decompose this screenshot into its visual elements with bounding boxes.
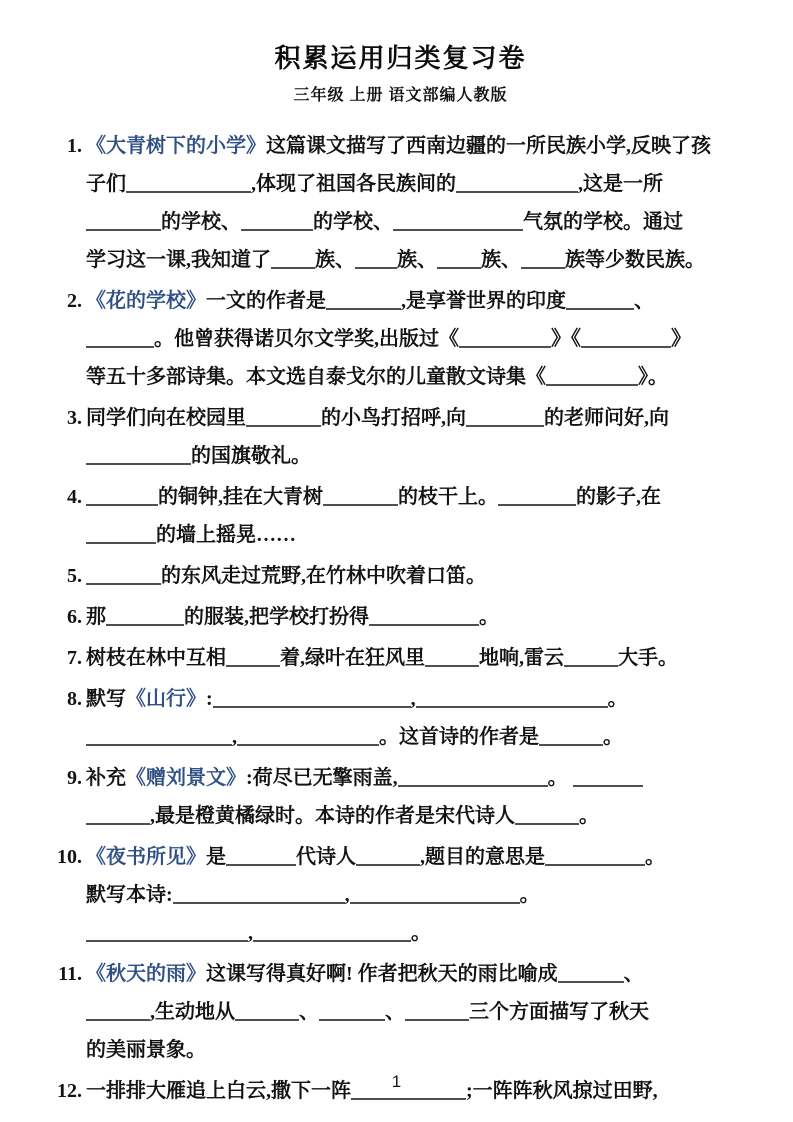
book-title: 《山行》 — [126, 688, 206, 710]
question-text: 子们 — [86, 173, 126, 195]
fill-blank — [350, 897, 520, 904]
question-text: 补充 — [86, 767, 126, 789]
question — [56, 955, 745, 1069]
question-text: 的服装,把学校打扮得 — [184, 606, 369, 628]
book-title: 《夜书所见》 — [86, 846, 206, 868]
fill-blank — [323, 499, 398, 506]
question-text: 》 — [671, 328, 691, 350]
fill-blank — [369, 619, 479, 626]
question-text: 。 — [519, 884, 540, 906]
question-number: 8. — [67, 688, 82, 710]
fill-blank — [213, 701, 411, 708]
question-number: 9. — [67, 767, 82, 789]
question-text: 的国旗敬礼。 — [191, 445, 311, 467]
question-text: 族、 — [397, 249, 437, 271]
question — [56, 478, 745, 554]
fill-blank — [106, 619, 184, 626]
question-text: 族、 — [315, 249, 355, 271]
question-text: ,这是一所 — [578, 173, 663, 195]
question-number: 5. — [67, 565, 82, 587]
fill-blank — [425, 660, 479, 667]
fill-blank — [86, 935, 248, 942]
fill-blank — [86, 578, 161, 585]
fill-blank — [86, 1014, 150, 1021]
book-title: 《花的学校》 — [86, 290, 206, 312]
question-text: 。 — [411, 922, 431, 944]
question-text: 同学们向在校园里 — [86, 407, 246, 429]
question — [56, 680, 745, 756]
fill-blank — [86, 739, 232, 746]
question-line — [86, 358, 745, 396]
fill-blank — [564, 660, 618, 667]
question-text: ,生动地从 — [150, 1001, 235, 1023]
question-text: 》《 — [551, 328, 581, 350]
question-text: 族、 — [481, 249, 521, 271]
question-line — [86, 759, 745, 797]
question-line — [86, 241, 745, 279]
question-line — [86, 127, 745, 165]
fill-blank — [351, 1093, 466, 1100]
fill-blank — [253, 935, 411, 942]
question-text: 那 — [86, 606, 106, 628]
question-line — [86, 320, 745, 358]
fill-blank — [416, 701, 608, 708]
question — [56, 282, 745, 396]
question-number: 2. — [67, 290, 82, 312]
question-text: 族等少数民族。 — [565, 249, 705, 271]
question-line — [86, 516, 745, 554]
question-text: 默写本诗: — [86, 884, 173, 906]
question — [56, 598, 745, 636]
fill-blank — [235, 1014, 299, 1021]
question — [56, 127, 745, 279]
question-text: 的学校、 — [313, 211, 393, 233]
fill-blank — [456, 186, 578, 193]
fill-blank — [356, 859, 420, 866]
footer — [0, 1072, 793, 1092]
fill-blank — [398, 780, 548, 787]
fill-blank — [319, 1014, 385, 1021]
question-line — [86, 1031, 745, 1069]
question-text: 。 — [645, 846, 665, 868]
fill-blank — [86, 818, 150, 825]
question-text: 的老师问好,向 — [544, 407, 669, 429]
question-number: 6. — [67, 606, 82, 628]
question-text: 学习这一课,我知道了 — [86, 249, 271, 271]
question-text: 代诗人 — [296, 846, 356, 868]
question-text: ;一阵阵秋风掠过田野, — [466, 1080, 658, 1102]
fill-blank — [173, 897, 345, 904]
question-line — [86, 680, 745, 718]
question-line — [86, 437, 745, 475]
question-line — [86, 993, 745, 1031]
question — [56, 759, 745, 835]
question-text: , — [248, 922, 253, 944]
question-text: ,体现了祖国各民族间的 — [251, 173, 456, 195]
question-text: 地响,雷云 — [479, 647, 564, 669]
question-text: 、 — [623, 963, 644, 985]
fill-blank — [126, 186, 251, 193]
question-number: 12. — [57, 1080, 82, 1102]
question-line — [86, 718, 745, 756]
question-text: 默写 — [86, 688, 126, 710]
fill-blank — [393, 224, 523, 231]
question-text: 的小鸟打招呼,向 — [321, 407, 466, 429]
question-text: 的东风走过荒野,在竹林中吹着口笛。 — [161, 565, 486, 587]
question-text: 。他曾获得诺贝尔文学奖,出版过《 — [154, 328, 459, 350]
question-number: 3. — [67, 407, 82, 429]
fill-blank — [459, 341, 551, 348]
question-line — [86, 914, 745, 952]
question-line — [86, 838, 745, 876]
question-text: 、 — [385, 1001, 405, 1023]
question-text: 。 — [479, 606, 499, 628]
page-number: 1 — [391, 1072, 402, 1091]
question-text: 。 — [547, 767, 573, 789]
question-text: 。 — [579, 805, 599, 827]
question-text: 。 — [607, 688, 628, 710]
fill-blank — [326, 303, 401, 310]
question-text: ,题目的意思是 — [420, 846, 545, 868]
book-title: 《大青树下的小学》 — [86, 135, 266, 157]
question-text: 这课写得真好啊! 作者把秋天的雨比喻成 — [206, 963, 558, 985]
header — [56, 38, 745, 105]
fill-blank — [545, 859, 645, 866]
question — [56, 557, 745, 595]
fill-blank — [86, 499, 158, 506]
question-text: : — [206, 688, 213, 710]
question-text: 、 — [634, 290, 654, 312]
question-line — [86, 797, 745, 835]
fill-blank — [86, 458, 191, 465]
question-text: ,是享誉世界的印度 — [401, 290, 566, 312]
book-title: 《秋天的雨》 — [86, 963, 206, 985]
fill-blank — [86, 537, 156, 544]
question-line — [86, 399, 745, 437]
question-line — [86, 478, 745, 516]
fill-blank — [558, 976, 624, 983]
question-number: 4. — [67, 486, 82, 508]
fill-blank — [355, 262, 397, 269]
fill-blank — [566, 303, 634, 310]
question-text: , — [344, 884, 350, 906]
fill-blank — [237, 739, 379, 746]
question-text: 等五十多部诗集。本文选自泰戈尔的儿童散文诗集《 — [86, 366, 546, 388]
question-line — [86, 165, 745, 203]
fill-blank — [86, 341, 154, 348]
question-text: 》。 — [638, 366, 668, 388]
question-text: 一文的作者是 — [206, 290, 326, 312]
question-number: 10. — [57, 846, 82, 868]
question-text: 的墙上摇晃…… — [156, 524, 296, 546]
page-title: 积累运用归类复习卷 — [274, 44, 527, 73]
questions — [56, 127, 745, 1110]
question-line — [86, 598, 745, 636]
question-line — [86, 639, 745, 677]
page-subtitle: 三年级 上册 语文部编人教版 — [293, 87, 508, 104]
question-line — [86, 557, 745, 595]
question-text: 。 — [603, 726, 623, 748]
fill-blank — [581, 341, 671, 348]
question-text: :荷尽已无擎雨盖, — [246, 767, 398, 789]
fill-blank — [466, 420, 544, 427]
question-text: 的影子,在 — [576, 486, 661, 508]
question-number: 11. — [58, 963, 82, 985]
fill-blank — [86, 224, 161, 231]
question-text: 的铜钟,挂在大青树 — [158, 486, 323, 508]
question-text: 的学校、 — [161, 211, 241, 233]
fill-blank — [246, 420, 321, 427]
fill-blank — [241, 224, 313, 231]
question — [56, 838, 745, 952]
fill-blank — [515, 818, 579, 825]
question-line — [86, 282, 745, 320]
book-title: 《赠刘景文》 — [126, 767, 246, 789]
question-line — [86, 203, 745, 241]
question-line — [86, 955, 745, 993]
fill-blank — [226, 660, 280, 667]
question-line — [86, 876, 745, 914]
fill-blank — [226, 859, 296, 866]
question-text: 气氛的学校。通过 — [523, 211, 683, 233]
question-text: 的枝干上。 — [398, 486, 498, 508]
fill-blank — [573, 780, 643, 787]
fill-blank — [539, 739, 603, 746]
question-text: 着,绿叶在狂风里 — [280, 647, 425, 669]
question-number: 7. — [67, 647, 82, 669]
question-text: , — [410, 688, 416, 710]
fill-blank — [498, 499, 576, 506]
question-text: 是 — [206, 846, 226, 868]
question-text: 这篇课文描写了西南边疆的一所民族小学,反映了孩 — [266, 135, 711, 157]
fill-blank — [405, 1014, 469, 1021]
fill-blank — [271, 262, 315, 269]
question-text: 。这首诗的作者是 — [379, 726, 539, 748]
fill-blank — [437, 262, 481, 269]
question — [56, 639, 745, 677]
question-text: ,最是橙黄橘绿时。本诗的作者是宋代诗人 — [150, 805, 515, 827]
question-text: 三个方面描写了秋天 — [469, 1001, 649, 1023]
question-text: 树枝在林中互相 — [86, 647, 226, 669]
question-text: 大手。 — [618, 647, 678, 669]
fill-blank — [546, 379, 638, 386]
fill-blank — [521, 262, 565, 269]
question-number: 1. — [67, 135, 82, 157]
question — [56, 399, 745, 475]
question-text: 的美丽景象。 — [86, 1039, 206, 1061]
question-text: 、 — [299, 1001, 319, 1023]
question-text: 一排排大雁追上白云,撒下一阵 — [86, 1080, 351, 1102]
question-text: , — [232, 726, 237, 748]
